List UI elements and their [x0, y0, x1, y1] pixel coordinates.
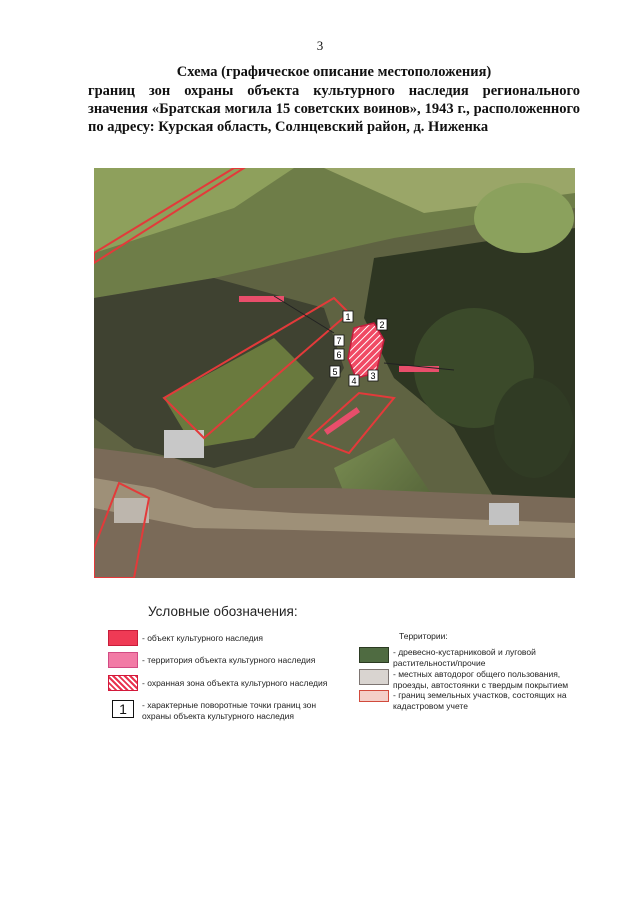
turning-point-6 — [334, 349, 344, 360]
turning-point-5 — [330, 366, 340, 377]
legend-label: - характерные поворотные точки границ зон охраны объекта культурного наследия — [142, 700, 317, 721]
legend-swatch-heritage-territory — [108, 652, 138, 668]
legend-swatch-protection-zone — [108, 675, 138, 691]
svg-text:4: 4 — [351, 376, 357, 386]
svg-text:3: 3 — [370, 371, 376, 381]
meadow-ne — [474, 183, 574, 253]
legend-label: - территория объекта культурного наследия — [142, 655, 316, 665]
svg-text:2: 2 — [379, 320, 385, 330]
turning-point-1 — [343, 311, 353, 322]
legend-label: - древесно-кустарниковой и луговой растительности/прочие — [393, 647, 536, 668]
legend-swatch-vegetation — [359, 647, 389, 663]
legend-label: - местных автодорог общего пользования, проезды, автостоянки с твердым покрытием — [393, 669, 569, 690]
svg-text:7: 7 — [336, 336, 342, 346]
map-canvas — [94, 168, 575, 578]
turning-point-4 — [349, 375, 359, 386]
legend-swatch-roads — [359, 669, 389, 685]
turning-point-2 — [377, 319, 387, 330]
legend-label: - охранная зона объекта культурного наследия — [142, 678, 328, 688]
title-body: границ зон охраны объекта культурного наследия регионального значения «Братская могила 15 советских воинов», 1943 г., расположенного по адресу: Курская область, Солнцевский район, д. Ниженка — [88, 83, 580, 135]
building-2 — [114, 498, 149, 523]
legend-label: - границ земельных участков, состоящих на кадастровом учете — [393, 690, 567, 711]
turning-point-3 — [368, 370, 378, 381]
svg-text:5: 5 — [332, 367, 338, 377]
legend-title: Условные обозначения: — [148, 604, 298, 619]
turning-point-7 — [334, 335, 344, 346]
title-heading: Схема (графическое описание местоположения) — [176, 64, 492, 80]
legend-swatch-land-parcels — [359, 690, 389, 702]
building — [164, 430, 204, 458]
building-3 — [489, 503, 519, 525]
page-number: 3 — [316, 38, 324, 53]
parcel-label — [239, 296, 284, 302]
svg-text:1: 1 — [345, 312, 351, 322]
legend-label: - объект культурного наследия — [142, 633, 263, 643]
legend-swatch-heritage-object — [108, 630, 138, 646]
svg-text:6: 6 — [336, 350, 342, 360]
document-title — [88, 63, 580, 136]
trees-cluster-2 — [494, 378, 574, 478]
legend-swatch-turning-point: 1 — [112, 700, 134, 718]
aerial-map — [94, 168, 575, 578]
territories-title: Территории: — [399, 631, 448, 641]
